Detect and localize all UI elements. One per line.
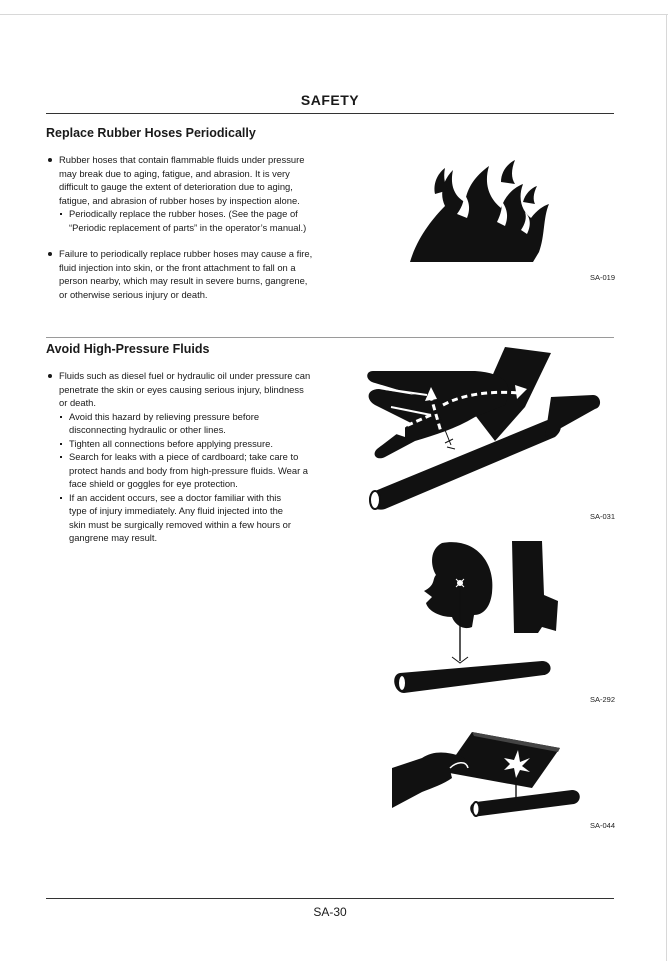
bullet-paragraph: Failure to periodically replace rubber hoses may cause a fire, fluid injection into skin, or the front attachment to fall on a person nearby, which may result in severe burns, gangrene, or otherwise serious injury or death.: [46, 247, 346, 301]
page-edge-top: [0, 14, 668, 15]
fire-illustration: [405, 158, 555, 268]
section-body-rubber-hoses: [46, 153, 346, 301]
page-title: SAFETY: [300, 92, 360, 108]
page-number: SA-30: [313, 905, 347, 919]
section-heading-high-pressure-fluids: Avoid High-Pressure Fluids: [46, 342, 210, 356]
bullet-paragraph: Fluids such as diesel fuel or hydraulic oil under pressure can penetrate the skin or eyes causing serious injury, blindness or death.: [46, 369, 346, 410]
hand-leak-illustration: [355, 345, 605, 510]
section-body-high-pressure-fluids: [46, 369, 346, 545]
footer-rule: [46, 898, 614, 899]
figure-code-sa-292: SA-292: [589, 695, 615, 704]
sub-bullet-paragraph: Avoid this hazard by relieving pressure before disconnecting hydraulic or other lines.: [46, 410, 346, 437]
figure-code-sa-031: SA-031: [589, 512, 615, 521]
figure-code-sa-044: SA-044: [589, 821, 615, 830]
cardboard-leak-check-illustration: [392, 728, 592, 818]
sub-bullet-paragraph: Periodically replace the rubber hoses. (See the page of “Periodic replacement of parts” in the operator’s manual.): [46, 207, 346, 234]
sub-bullet-paragraph: Tighten all connections before applying pressure.: [46, 437, 346, 451]
section-heading-rubber-hoses: Replace Rubber Hoses Periodically: [46, 126, 256, 140]
figure-code-sa-019: SA-019: [589, 273, 615, 282]
page-edge-right: [666, 14, 667, 961]
bullet-paragraph: Rubber hoses that contain flammable fluids under pressure may break due to aging, fatigue, and abrasion. It is very difficult to gauge the extent of deterioration due to aging, fatigue, and abrasion of rubber hoses by inspection alone.: [46, 153, 346, 207]
face-injection-illustration: [392, 535, 562, 695]
header-rule: [46, 113, 614, 114]
sub-bullet-paragraph: Search for leaks with a piece of cardboard; take care to protect hands and body from high-pressure fluids. Wear a face shield or goggles for eye protection.: [46, 450, 346, 491]
section-divider: [46, 337, 614, 338]
sub-bullet-paragraph: If an accident occurs, see a doctor familiar with this type of injury immediately. Any fluid injected into the skin must be surgically removed within a few hours or gangrene may result.: [46, 491, 346, 545]
